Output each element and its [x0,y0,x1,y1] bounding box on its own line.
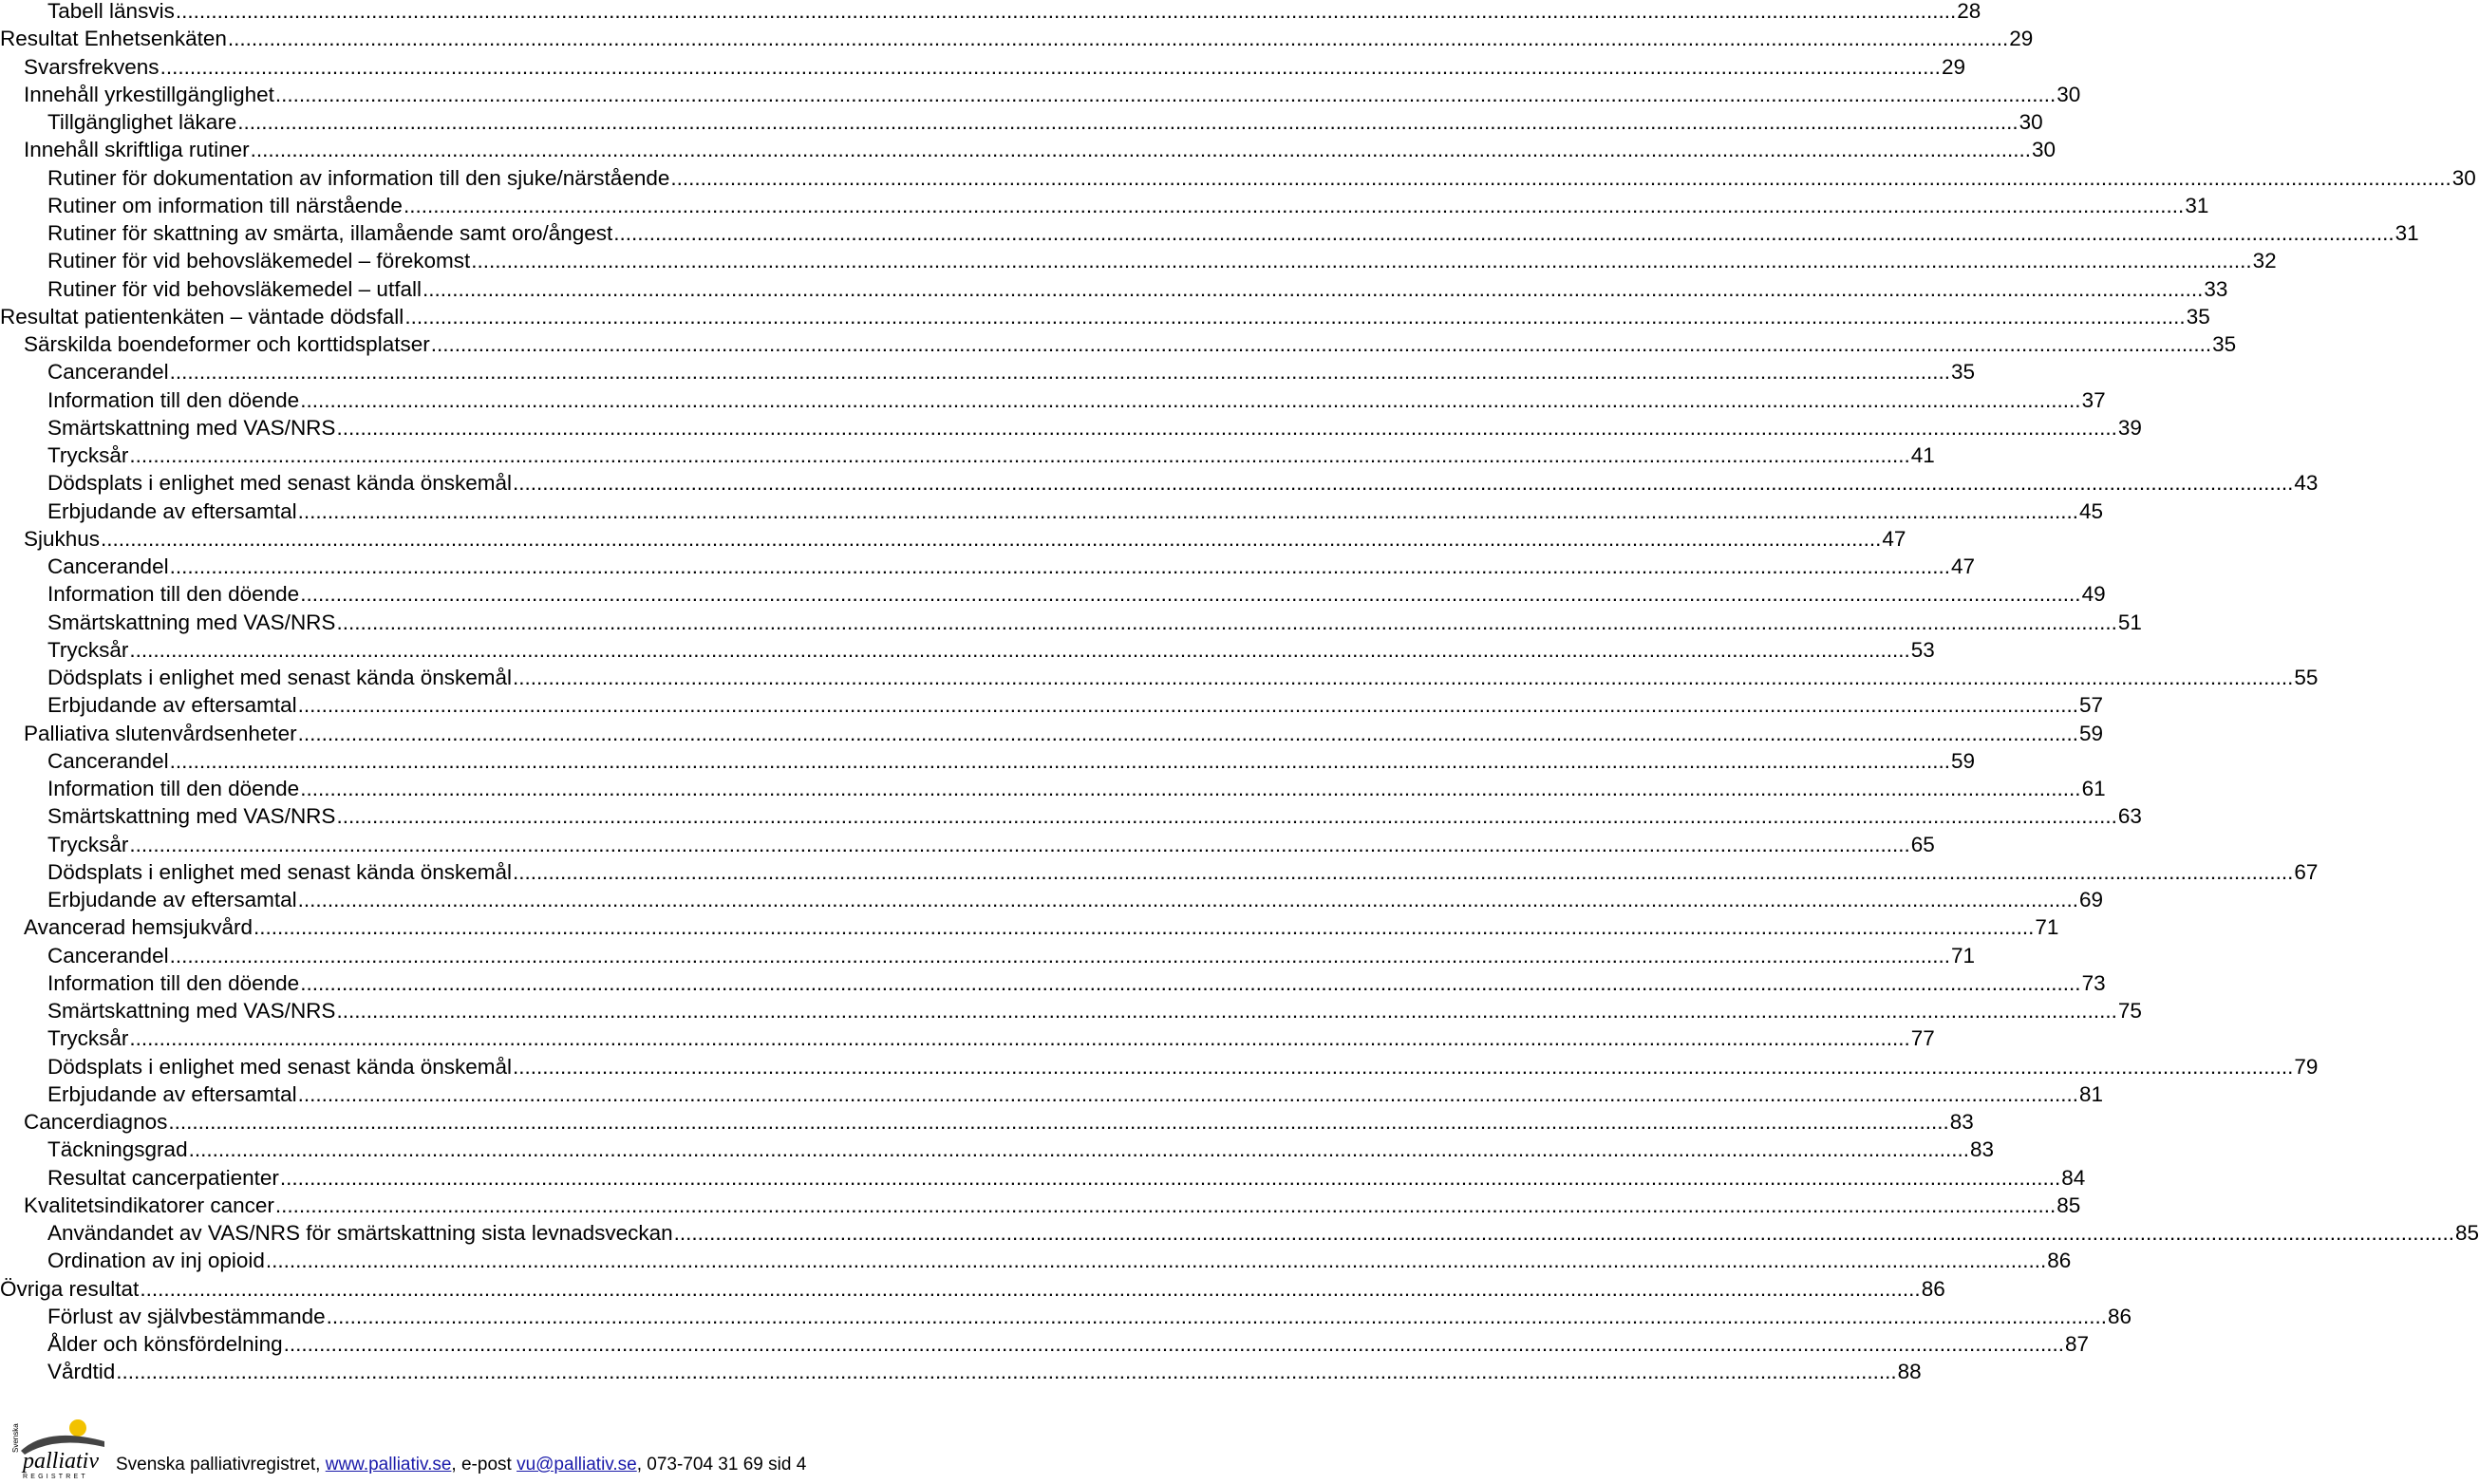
toc-dot-leader: ............................................................................................................................................................................................................................................................................................................ [422,276,2204,301]
toc-entry-title: Rutiner för vid behovsläkemedel – förekomst [47,249,471,273]
toc-dot-leader: ............................................................................................................................................................................................................................................................................................................ [169,748,1950,773]
toc-page-number: 88 [1897,1360,1922,1384]
toc-dot-leader: ............................................................................................................................................................................................................................................................................................................ [430,332,2212,356]
toc-entry-title: Resultat cancerpatienter [47,1165,279,1190]
toc-dot-leader: ............................................................................................................................................................................................................................................................................................................ [140,1276,1921,1301]
toc-entry-title: Tabell länsvis [47,0,175,23]
toc-page-number: 59 [1950,748,1975,773]
toc-entry-title: Cancerandel [47,748,169,773]
toc-dot-leader: ............................................................................................................................................................................................................................................................................................................ [274,1193,2056,1217]
toc-dot-leader: ............................................................................................................................................................................................................................................................................................................ [297,721,2079,745]
toc-dot-leader: ............................................................................................................................................................................................................................................................................................................ [129,1026,1910,1051]
toc-entry-title: Cancerandel [47,360,169,385]
toc-entry[interactable] [0,275,2228,303]
toc-entry[interactable] [0,802,2142,830]
toc-entry[interactable] [0,969,2106,997]
toc-dot-leader: ............................................................................................................................................................................................................................................................................................................ [513,859,2294,884]
logo-sub: REGISTRET [23,1474,88,1480]
toc-page-number: 35 [2212,332,2237,356]
toc-dot-leader: ............................................................................................................................................................................................................................................................................................................ [404,304,2186,329]
toc-dot-leader: ............................................................................................................................................................................................................................................................................................................ [673,1221,2455,1245]
toc-entry-title: Användandet av VAS/NRS för smärtskattning sista levnadsveckan [47,1221,673,1245]
toc-entry-title: Erbjudande av eftersamtal [47,888,297,911]
toc-page-number: 31 [2394,221,2419,245]
toc-page-number: 30 [2032,138,2056,162]
toc-entry-title: Information till den döende [47,970,300,995]
toc-dot-leader: ............................................................................................................................................................................................................................................................................................................ [336,415,2117,440]
toc-entry-title: Övriga resultat [0,1276,140,1301]
toc-page-number: 32 [2252,249,2277,273]
toc-page-number: 83 [1969,1137,1994,1162]
toc-dot-leader: ............................................................................................................................................................................................................................................................................................................ [250,138,2031,162]
toc-page-number: 86 [2108,1304,2132,1328]
toc-dot-leader: ............................................................................................................................................................................................................................................................................................................ [513,1054,2294,1079]
toc-entry[interactable] [0,747,1975,775]
toc-dot-leader: ............................................................................................................................................................................................................................................................................................................ [513,666,2294,689]
toc-dot-leader: ............................................................................................................................................................................................................................................................................................................ [129,443,1910,467]
toc-entry[interactable] [0,25,2034,52]
toc-page-number: 30 [2056,82,2081,106]
toc-dot-leader: ............................................................................................................................................................................................................................................................................................................ [300,970,2081,995]
toc-entry[interactable] [0,136,2056,163]
toc-entry[interactable] [0,1330,2090,1358]
toc-entry-title: Svarsfrekvens [24,54,160,79]
toc-dot-leader: ............................................................................................................................................................................................................................................................................................................ [403,193,2185,217]
toc-page-number: 77 [1910,1026,1935,1051]
toc-entry[interactable] [0,247,2277,274]
toc-page-number: 35 [1950,360,1975,385]
toc-page-number: 86 [2047,1249,2072,1273]
footer-org: Svenska palliativregistret, [116,1455,326,1475]
toc-dot-leader: ............................................................................................................................................................................................................................................................................................................ [237,110,2019,134]
page-footer [0,1403,911,1484]
toc-entry-title: Palliativa slutenvårdsenheter [24,721,297,745]
toc-entry[interactable] [0,664,2319,691]
toc-entry[interactable] [0,691,2104,719]
toc-page-number: 37 [2081,387,2106,412]
toc-entry[interactable] [0,1024,1935,1052]
toc-entry[interactable] [0,1053,2319,1080]
logo-vertical-text: Svenska [11,1423,20,1453]
toc-dot-leader: ............................................................................................................................................................................................................................................................................................................ [283,1332,2065,1356]
toc-dot-leader: ............................................................................................................................................................................................................................................................................................................ [613,221,2394,245]
toc-entry[interactable] [0,1080,2104,1108]
toc-entry[interactable] [0,831,1935,858]
toc-page-number: 84 [2061,1165,2086,1190]
toc-entry[interactable] [0,414,2142,441]
toc-dot-leader: ............................................................................................................................................................................................................................................................................................................ [129,637,1910,662]
toc-dot-leader: ............................................................................................................................................................................................................................................................................................................ [279,1165,2061,1190]
toc-entry-title: Vårdtid [47,1360,116,1384]
toc-entry-title: Dödsplats i enlighet med senast kända önskemål [47,666,513,689]
toc-entry[interactable] [0,636,1935,664]
toc-entry-title: Smärtskattning med VAS/NRS [47,804,336,829]
toc-entry[interactable] [0,942,1975,969]
toc-dot-leader: ............................................................................................................................................................................................................................................................................................................ [297,498,2079,523]
toc-entry-title: Ålder och könsfördelning [47,1332,283,1356]
toc-entry-title: Trycksår [47,1026,129,1051]
toc-page-number: 35 [2186,304,2210,329]
toc-entry-title: Information till den döende [47,777,300,800]
toc-page-number: 47 [1950,554,1975,578]
toc-entry-title: Innehåll skriftliga rutiner [24,138,250,162]
toc-page-number: 59 [2079,721,2104,745]
toc-page-number: 63 [2117,804,2142,829]
toc-entry-title: Rutiner för skattning av smärta, illamående samt oro/ångest [47,221,613,245]
toc-page-number: 30 [2451,165,2476,190]
toc-dot-leader: ............................................................................................................................................................................................................................................................................................................ [169,554,1950,578]
toc-dot-leader: ............................................................................................................................................................................................................................................................................................................ [300,387,2081,412]
toc-dot-leader: ............................................................................................................................................................................................................................................................................................................ [336,999,2117,1023]
toc-entry[interactable] [0,553,1975,580]
toc-entry[interactable] [0,886,2104,913]
toc-entry-title: Erbjudande av eftersamtal [47,693,297,718]
toc-entry[interactable] [0,1247,2072,1274]
toc-page-number: 71 [2035,915,2059,940]
toc-entry[interactable] [0,1358,1922,1385]
toc-page-number: 86 [1921,1276,1945,1301]
toc-dot-leader: ............................................................................................................................................................................................................................................................................................................ [513,471,2294,496]
toc-page-number: 65 [1910,832,1935,856]
toc-entry[interactable] [0,219,2419,247]
toc-page-number: 29 [2009,27,2034,51]
toc-entry-title: Förlust av självbestämmande [47,1304,326,1328]
toc-entry-title: Smärtskattning med VAS/NRS [47,999,336,1023]
toc-entry-title: Rutiner för vid behovsläkemedel – utfall [47,276,422,301]
toc-entry[interactable] [0,358,1975,385]
toc-page-number: 53 [1910,637,1935,662]
toc-entry[interactable] [0,775,2106,802]
toc-entry-title: Information till den döende [47,582,300,607]
toc-entry[interactable] [0,164,2476,192]
toc-page-number: 45 [2079,498,2104,523]
toc-page-number: 29 [1941,54,1965,79]
toc-page-number: 83 [1949,1110,1974,1134]
toc-entry[interactable] [0,1164,2086,1192]
toc-entry-title: Tillgänglighet läkare [47,110,237,134]
toc-entry[interactable] [0,192,2209,219]
toc-entry-title: Trycksår [47,443,129,467]
toc-entry[interactable] [0,386,2106,414]
toc-entry-title: Sjukhus [24,526,101,551]
toc-dot-leader: ............................................................................................................................................................................................................................................................................................................ [169,943,1950,967]
toc-entry[interactable] [0,0,1981,25]
footer-text [116,1453,806,1477]
footer-phone: , 073-704 31 69 [636,1455,763,1475]
toc-page-number: 79 [2294,1054,2319,1079]
toc-entry[interactable] [0,609,2142,636]
toc-page-number: 28 [1957,0,1981,23]
toc-page-number: 61 [2081,777,2106,800]
toc-page-number: 30 [2019,110,2043,134]
footer-email-prefix: , e-post [451,1455,517,1475]
toc-entry-title: Cancerdiagnos [24,1110,168,1134]
toc-dot-leader: ............................................................................................................................................................................................................................................................................................................ [336,804,2117,829]
toc-entry-title: Dödsplats i enlighet med senast kända önskemål [47,859,513,884]
toc-page-number: 73 [2081,970,2106,995]
toc-page-number: 81 [2079,1081,2104,1106]
toc-entry[interactable] [0,303,2210,330]
toc-entry-title: Täckningsgrad [47,1137,188,1162]
toc-entry[interactable] [0,580,2106,608]
toc-dot-leader: ............................................................................................................................................................................................................................................................................................................ [168,1110,1949,1134]
toc-entry-title: Dödsplats i enlighet med senast kända önskemål [47,1054,513,1079]
toc-dot-leader: ............................................................................................................................................................................................................................................................................................................ [188,1137,1969,1162]
toc-entry-title: Smärtskattning med VAS/NRS [47,415,336,440]
email-link[interactable]: vu@palliativ.se [516,1455,637,1475]
toc-entry[interactable] [0,469,2319,497]
toc-entry-title: Rutiner om information till närstående [47,193,403,217]
toc-page-number: 67 [2294,859,2319,884]
toc-entry[interactable] [0,1192,2081,1219]
toc-entry-title: Ordination av inj opioid [47,1249,265,1273]
toc-dot-leader: ............................................................................................................................................................................................................................................................................................................ [274,82,2056,106]
toc-dot-leader: ............................................................................................................................................................................................................................................................................................................ [175,0,1957,23]
toc-dot-leader: ............................................................................................................................................................................................................................................................................................................ [297,888,2079,911]
toc-page-number: 71 [1950,943,1975,967]
toc-entry[interactable] [0,1136,1994,1163]
toc-entry[interactable] [0,1303,2132,1330]
toc-page-number: 41 [1910,443,1935,467]
page-number: sid 4 [768,1455,807,1475]
toc-entry-title: Resultat patientenkäten – väntade dödsfall [0,304,404,329]
toc-entry-title: Kvalitetsindikatorer cancer [24,1193,274,1217]
toc-page-number: 87 [2065,1332,2090,1356]
toc-dot-leader: ............................................................................................................................................................................................................................................................................................................ [253,915,2035,940]
toc-page-number: 51 [2117,610,2142,634]
toc-page-number: 49 [2081,582,2106,607]
toc-entry-title: Erbjudande av eftersamtal [47,498,297,523]
website-link[interactable]: www.palliativ.se [325,1455,452,1475]
toc-entry[interactable] [0,720,2104,747]
toc-entry[interactable] [0,913,2059,941]
toc-entry[interactable] [0,858,2319,886]
toc-entry-title: Resultat Enhetsenkäten [0,27,227,51]
toc-page-number: 39 [2117,415,2142,440]
toc-entry-title: Smärtskattning med VAS/NRS [47,610,336,634]
toc-entry[interactable] [0,441,1935,469]
toc-dot-leader: ............................................................................................................................................................................................................................................................................................................ [297,1081,2079,1106]
toc-page-number: 69 [2079,888,2104,911]
toc-entry-title: Innehåll yrkestillgänglighet [24,82,274,106]
toc-entry[interactable] [0,1108,1974,1136]
toc-entry-title: Rutiner för dokumentation av information till den sjuke/närstående [47,165,670,190]
toc-entry-title: Erbjudande av eftersamtal [47,1081,297,1106]
toc-dot-leader: ............................................................................................................................................................................................................................................................................................................ [227,27,2009,51]
toc-dot-leader: ............................................................................................................................................................................................................................................................................................................ [160,54,1941,79]
toc-dot-leader: ............................................................................................................................................................................................................................................................................................................ [300,582,2081,607]
toc-entry[interactable] [0,1275,1945,1303]
toc-dot-leader: ............................................................................................................................................................................................................................................................................................................ [336,610,2117,634]
toc-entry[interactable] [0,525,1906,553]
toc-entry-title: Avancerad hemsjukvård [24,915,253,940]
toc-entry-title: Trycksår [47,832,129,856]
toc-entry-title: Särskilda boendeformer och korttidsplatser [24,332,430,356]
toc-dot-leader: ............................................................................................................................................................................................................................................................................................................ [101,526,1882,551]
toc-entry[interactable] [0,997,2142,1024]
toc-entry-title: Cancerandel [47,943,169,967]
toc-entry[interactable] [0,498,2104,525]
toc-entry[interactable] [0,81,2081,108]
toc-dot-leader: ............................................................................................................................................................................................................................................................................................................ [116,1360,1897,1384]
toc-entry-title: Information till den döende [47,387,300,412]
toc-entry-title: Cancerandel [47,554,169,578]
toc-dot-leader: ............................................................................................................................................................................................................................................................................................................ [670,165,2451,190]
logo-word: palliativ [23,1449,99,1474]
sun-icon [69,1419,86,1437]
toc-entry-title: Dödsplats i enlighet med senast kända önskemål [47,471,513,496]
toc-entry[interactable] [0,53,1965,81]
toc-dot-leader: ............................................................................................................................................................................................................................................................................................................ [326,1304,2107,1328]
toc-page-number: 31 [2185,193,2209,217]
toc-entry-title: Trycksår [47,637,129,662]
toc-page-number: 75 [2117,999,2142,1023]
toc-entry[interactable] [0,330,2237,358]
toc-entry[interactable] [0,1219,2479,1247]
toc-dot-leader: ............................................................................................................................................................................................................................................................................................................ [297,693,2079,718]
toc-entry[interactable] [0,108,2043,136]
toc-dot-leader: ............................................................................................................................................................................................................................................................................................................ [300,777,2081,800]
toc-dot-leader: ............................................................................................................................................................................................................................................................................................................ [169,360,1950,385]
toc-page-number: 57 [2079,693,2104,718]
palliativ-logo [9,1403,114,1481]
toc-dot-leader: ............................................................................................................................................................................................................................................................................................................ [129,832,1910,856]
toc-page-number: 85 [2455,1221,2479,1245]
toc-page-number: 33 [2204,276,2228,301]
toc-dot-leader: ............................................................................................................................................................................................................................................................................................................ [471,249,2252,273]
toc-page-number: 47 [1882,526,1906,551]
toc-page-number: 85 [2056,1193,2081,1217]
toc-dot-leader: ............................................................................................................................................................................................................................................................................................................ [265,1249,2047,1273]
toc-page-number: 43 [2294,471,2319,496]
toc-page-number: 55 [2294,666,2319,689]
